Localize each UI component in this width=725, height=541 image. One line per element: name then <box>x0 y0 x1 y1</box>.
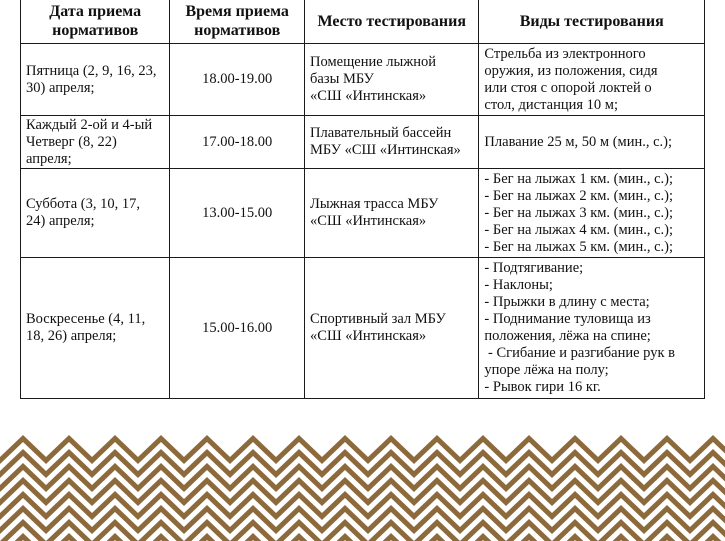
cell-text: положения, лёжа на спине; <box>484 328 651 344</box>
zigzag-stripes <box>0 435 725 541</box>
cell-text: - Рывок гири 16 кг. <box>484 379 601 395</box>
cell-text: - Бег на лыжах 1 км. (мин., с.); <box>484 170 673 187</box>
testing-schedule-table <box>20 0 705 399</box>
cell-date <box>21 258 170 399</box>
header-date <box>21 0 170 44</box>
table-row <box>21 116 705 169</box>
cell-text: Каждый 2-ой и 4-ый <box>26 116 153 133</box>
cell-kinds <box>479 44 705 116</box>
cell-text: Пятница (2, 9, 16, 23, <box>26 62 157 79</box>
header-text: нормативов <box>194 22 281 39</box>
cell-text: апреля; <box>26 150 72 167</box>
cell-text: 30) апреля; <box>26 79 95 96</box>
cell-text: - Сгибание и разгибание рук в <box>484 345 675 361</box>
cell-text: «СШ «Интинская» <box>310 328 427 344</box>
cell-kinds <box>479 258 705 399</box>
cell-text: базы МБУ <box>310 71 374 87</box>
header-place <box>305 0 479 44</box>
table-row <box>21 44 705 116</box>
cell-kinds <box>479 169 705 258</box>
cell-text: - Бег на лыжах 2 км. (мин., с.); <box>484 187 673 204</box>
cell-kinds <box>479 116 705 169</box>
cell-text: упоре лёжа на полу; <box>484 362 609 378</box>
cell-text: Плавание 25 м, 50 м (мин., с.); <box>484 133 673 150</box>
cell-date <box>21 44 170 116</box>
cell-time: 18.00-19.00 <box>170 44 305 116</box>
cell-text: - Поднимание туловища из <box>484 311 651 327</box>
cell-text: стол, дистанция 10 м; <box>484 96 618 113</box>
cell-date <box>21 116 170 169</box>
table-row <box>21 258 705 399</box>
cell-text: 18, 26) апреля; <box>26 328 117 344</box>
header-text: нормативов <box>52 22 139 39</box>
table-row <box>21 169 705 258</box>
cell-text: - Подтягивание; <box>484 260 584 276</box>
cell-place <box>305 44 479 116</box>
cell-place <box>305 258 479 399</box>
header-time <box>170 0 305 44</box>
cell-text: 24) апреля; <box>26 213 95 229</box>
cell-text: «СШ «Интинская» <box>310 213 427 229</box>
cell-date <box>21 169 170 258</box>
cell-text: - Бег на лыжах 5 км. (мин., с.); <box>484 238 673 255</box>
decorative-zigzag-border <box>0 425 725 541</box>
cell-time: 13.00-15.00 <box>170 169 305 258</box>
cell-text: или стоя с опорой локтей о <box>484 79 652 96</box>
header-text: Место тестирования <box>317 12 466 30</box>
cell-text: - Бег на лыжах 4 км. (мин., с.); <box>484 221 673 238</box>
cell-place <box>305 169 479 258</box>
header-text: Время приема <box>185 3 289 20</box>
cell-text: - Наклоны; <box>484 277 553 293</box>
cell-text: Стрельба из электронного <box>484 45 646 62</box>
cell-text: - Бег на лыжах 3 км. (мин., с.); <box>484 204 673 221</box>
cell-text: Лыжная трасса МБУ <box>310 196 439 212</box>
cell-place <box>305 116 479 169</box>
cell-text: Плавательный бассейн <box>310 125 452 141</box>
cell-time: 15.00-16.00 <box>170 258 305 399</box>
header-text: Дата приема <box>49 3 142 20</box>
cell-time: 17.00-18.00 <box>170 116 305 169</box>
header-kind <box>479 0 705 44</box>
cell-text: Суббота (3, 10, 17, <box>26 196 140 212</box>
cell-text: «СШ «Интинская» <box>310 88 427 104</box>
cell-text: Спортивный зал МБУ <box>310 311 446 327</box>
cell-text: Воскресенье (4, 11, <box>26 311 146 327</box>
cell-text: МБУ «СШ «Интинская» <box>310 142 461 158</box>
cell-text: оружия, из положения, сидя <box>484 62 658 79</box>
cell-text: Четверг (8, 22) <box>26 133 117 150</box>
cell-text: - Прыжки в длину с места; <box>484 294 650 310</box>
cell-text: Помещение лыжной <box>310 54 437 70</box>
header-text: Виды тестирования <box>519 12 664 30</box>
table-header-row <box>21 0 705 44</box>
